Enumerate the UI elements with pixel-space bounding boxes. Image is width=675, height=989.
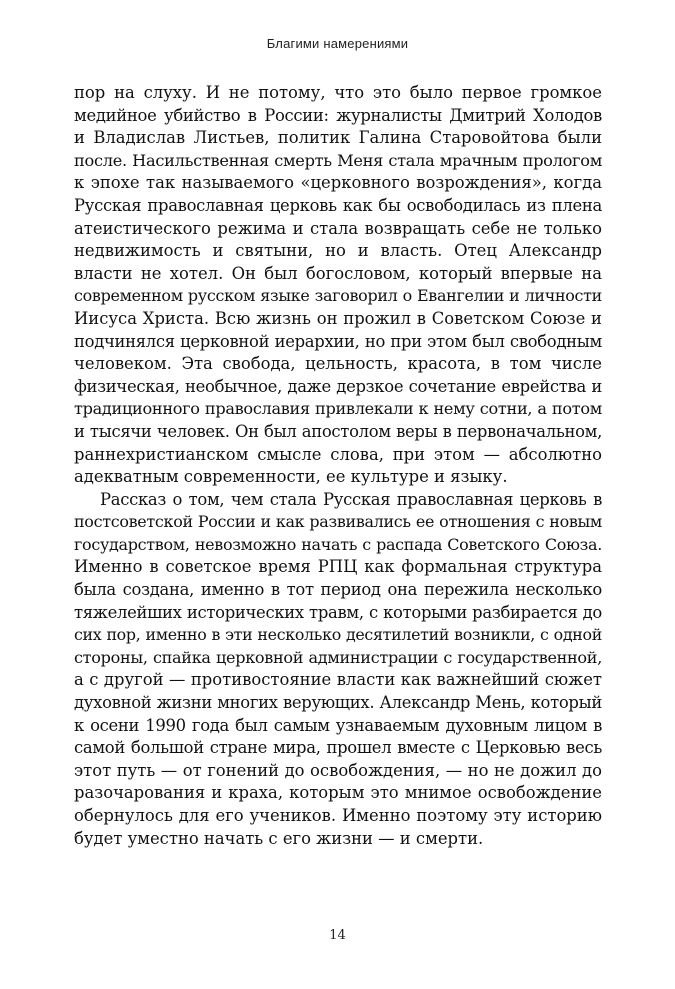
text-line: Иисуса Христа. Всю жизнь он прожил в Советском Союзе и <box>74 308 602 328</box>
text-line: самой большой стране мира, прошел вместе с Церковью весь <box>74 738 602 758</box>
running-head: Благими намерениями <box>266 36 409 51</box>
text-line: будет уместно начать с его жизни — и смерти. <box>74 828 484 848</box>
text-line: сих пор, именно в эти несколько десятилетий возникли, с одной <box>74 625 602 645</box>
text-line: духовной жизни многих верующих. Александр Мень, который <box>74 693 602 713</box>
text-line: постсоветской России и как развивались ее отношения с новым <box>74 512 602 532</box>
paragraph <box>74 82 602 489</box>
text-line: человеком. Эта свобода, цельность, красота, в том числе <box>74 354 602 374</box>
text-line: разочарования и краха, которым это мнимое освобождение <box>74 783 602 803</box>
text-line: а с другой — противостояние власти как важнейший сюжет <box>74 670 602 690</box>
text-line: Именно в советское время РПЦ как формальная структура <box>74 557 602 577</box>
text-line: физическая, необычное, даже дерзкое сочетание еврейства и <box>74 376 602 396</box>
text-line: этот путь — от гонений до освобождения, — но не дожил до <box>74 760 602 780</box>
text-line: раннехристианском смысле слова, при этом — абсолютно <box>74 444 602 464</box>
text-line: тяжелейших исторических травм, с которыми разбирается до <box>74 602 602 622</box>
text-line: подчинялся церковной иерархии, но при этом был свободным <box>74 331 602 351</box>
text-line: государством, невозможно начать с распада Советского Союза. <box>74 534 602 554</box>
text-line: к осени 1990 года был самым узнаваемым духовным лицом в <box>74 715 602 735</box>
paragraph <box>74 489 602 851</box>
body-text <box>74 82 602 850</box>
text-line: современном русском языке заговорил о Евангелии и личности <box>74 286 602 306</box>
text-line: медийное убийство в России: журналисты Дмитрий Холодов <box>74 105 602 125</box>
text-line: после. Насильственная смерть Меня стала мрачным прологом <box>74 150 602 170</box>
page-number: 14 <box>329 928 346 943</box>
text-line: обернулось для его учеников. Именно поэтому эту историю <box>74 806 602 825</box>
text-line: стороны, спайка церковной администрации с государственной, <box>74 647 602 667</box>
text-line: к эпохе так называемого «церковного возрождения», когда <box>74 173 602 193</box>
text-line: Русская православная церковь как бы освободилась из плена <box>74 195 602 215</box>
text-line: адекватным современности, ее культуре и языку. <box>74 467 508 487</box>
text-line: и Владислав Листьев, политик Галина Старовойтова были <box>74 128 602 148</box>
text-line: атеистического режима и стала возвращать себе не только <box>74 218 602 238</box>
text-line: была создана, именно в тот период она пережила несколько <box>74 580 602 600</box>
text-line: власти не хотел. Он был богословом, который впервые на <box>74 263 602 283</box>
text-line: Рассказ о том, чем стала Русская православная церковь в <box>100 489 602 509</box>
text-line: и тысячи человек. Он был апостолом веры в первоначальном, <box>74 421 602 441</box>
text-line: традиционного православия привлекали к нему сотни, а потом <box>74 399 602 419</box>
text-line: недвижимость и святыни, но и власть. Отец Александр <box>74 241 602 261</box>
text-line: пор на слуху. И не потому, что это было первое громкое <box>74 83 602 102</box>
